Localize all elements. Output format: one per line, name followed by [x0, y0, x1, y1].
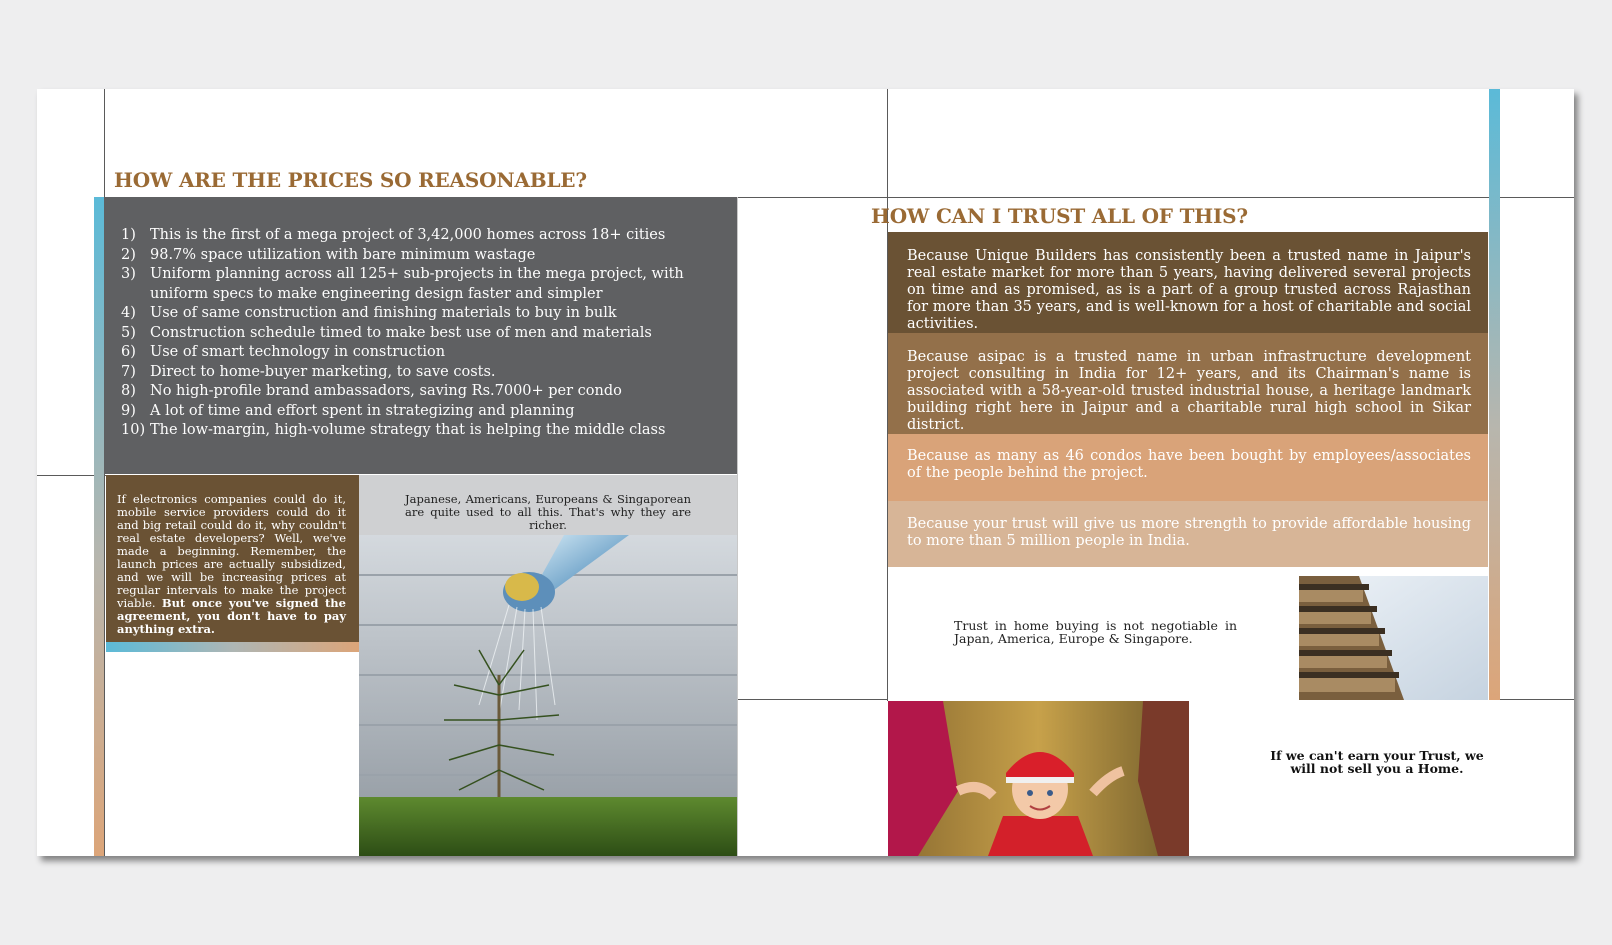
list-item: [121, 265, 721, 304]
item-text: Use of same construction and finishing materials to buy in bulk: [150, 305, 617, 321]
watering-can-photo: [359, 535, 737, 856]
trust-caption: Trust in home buying is not negotiable in Japan, America, Europe & Singapore.: [954, 618, 1237, 646]
item-text: Uniform planning across all 125+ sub-projects in the mega project, with uniform specs to make engineering design faster and simpler: [150, 266, 684, 302]
list-item: [121, 226, 721, 246]
list-item: [121, 402, 721, 422]
item-number: 7): [121, 363, 136, 380]
item-text: Direct to home-buyer marketing, to save costs.: [150, 363, 496, 380]
grid-line: [737, 699, 888, 700]
item-text: Construction schedule timed to make best use of men and materials: [150, 324, 652, 341]
grid-line: [737, 197, 738, 856]
list-item: [121, 363, 721, 383]
item-text: A lot of time and effort spent in strategizing and planning: [150, 402, 575, 419]
left-accent-bar: [94, 197, 104, 856]
subsidy-note-box: [106, 475, 359, 647]
trust-reason-box: [888, 232, 1488, 333]
subsidy-note-text: [117, 493, 346, 636]
item-text: The low-margin, high-volume strategy that is helping the middle class: [150, 422, 666, 438]
list-item: [121, 382, 721, 402]
list-item: [121, 343, 721, 363]
page-title-prices: HOW ARE THE PRICES SO REASONABLE?: [114, 168, 587, 192]
grid-line: [1500, 699, 1574, 700]
trust-reason-text: Because your trust will give us more strength to provide affordable housing to more than 5 million people in India.: [907, 516, 1471, 549]
building-photo: [1299, 576, 1488, 700]
trust-reason-text: Because as many as 46 condos have been bought by employees/associates of the people behind the project.: [907, 448, 1471, 481]
note-body: If electronics companies could do it, mobile service providers could do it and big retail could do it, why couldn't real estate developers? Well, we've made a beginning. Remember, the launch prices are actually subsidized, and we will be increasing prices at regular intervals to make the project viable.: [117, 492, 346, 610]
item-number: 9): [121, 402, 136, 419]
trust-reason-text: Because asipac is a trusted name in urban infrastructure development project consulting in India for 12+ years, and its Chairman's name is associated with a 58-year-old trusted industrial house, a heritage landmark building right here in Jaipur and a charitable rural high school in Sikar district.: [907, 349, 1471, 433]
list-item: [121, 324, 721, 344]
item-text: 98.7% space utilization with bare minimum wastage: [150, 246, 536, 263]
item-number: 3): [121, 266, 136, 282]
item-text: Use of smart technology in construction: [150, 344, 446, 360]
trust-reason-box: [888, 501, 1488, 567]
note-accent-strip: [106, 642, 359, 652]
list-item: [121, 246, 721, 266]
page-title-trust: HOW CAN I TRUST ALL OF THIS?: [871, 204, 1248, 228]
note-emphasis: But once you've signed the agreement, you don't have to pay anything extra.: [117, 596, 346, 636]
item-text: This is the first of a mega project of 3,42,000 homes across 18+ cities: [150, 227, 666, 243]
item-number: 1): [121, 227, 136, 243]
item-number: 10): [121, 422, 146, 438]
item-number: 5): [121, 324, 136, 341]
item-number: 4): [121, 305, 136, 321]
list-item: [121, 421, 721, 441]
caption-text: Japanese, Americans, Europeans & Singaporean are quite used to all this. That's why they are richer.: [405, 492, 691, 532]
reasons-list: [121, 226, 721, 441]
caption-box: [359, 475, 737, 535]
list-item: [121, 304, 721, 324]
reasons-panel: [104, 197, 737, 474]
closing-tagline: If we can't earn your Trust, we will not sell you a Home.: [1270, 748, 1484, 776]
item-text: No high-profile brand ambassadors, saving Rs.7000+ per condo: [150, 383, 622, 399]
brochure-spread: [37, 89, 1574, 856]
trust-reason-box: [888, 333, 1488, 434]
building-illustration: [1299, 576, 1488, 700]
trust-reason-text: Because Unique Builders has consistently been a trusted name in Jaipur's real estate market for more than 5 years, having delivered several projects on time and as promised, as is a part of a group trusted across Rajasthan for more than 35 years, and is well-known for a host of charitable and social activities.: [907, 248, 1471, 332]
item-number: 2): [121, 246, 136, 263]
child-photo: [888, 701, 1189, 856]
right-accent-bar: [1489, 89, 1500, 700]
watering-can-illustration: [359, 535, 737, 856]
item-number: 6): [121, 344, 136, 360]
child-helmet-illustration: [888, 701, 1189, 856]
trust-reason-box: [888, 434, 1488, 501]
item-number: 8): [121, 383, 136, 399]
grid-line: [737, 197, 1574, 198]
